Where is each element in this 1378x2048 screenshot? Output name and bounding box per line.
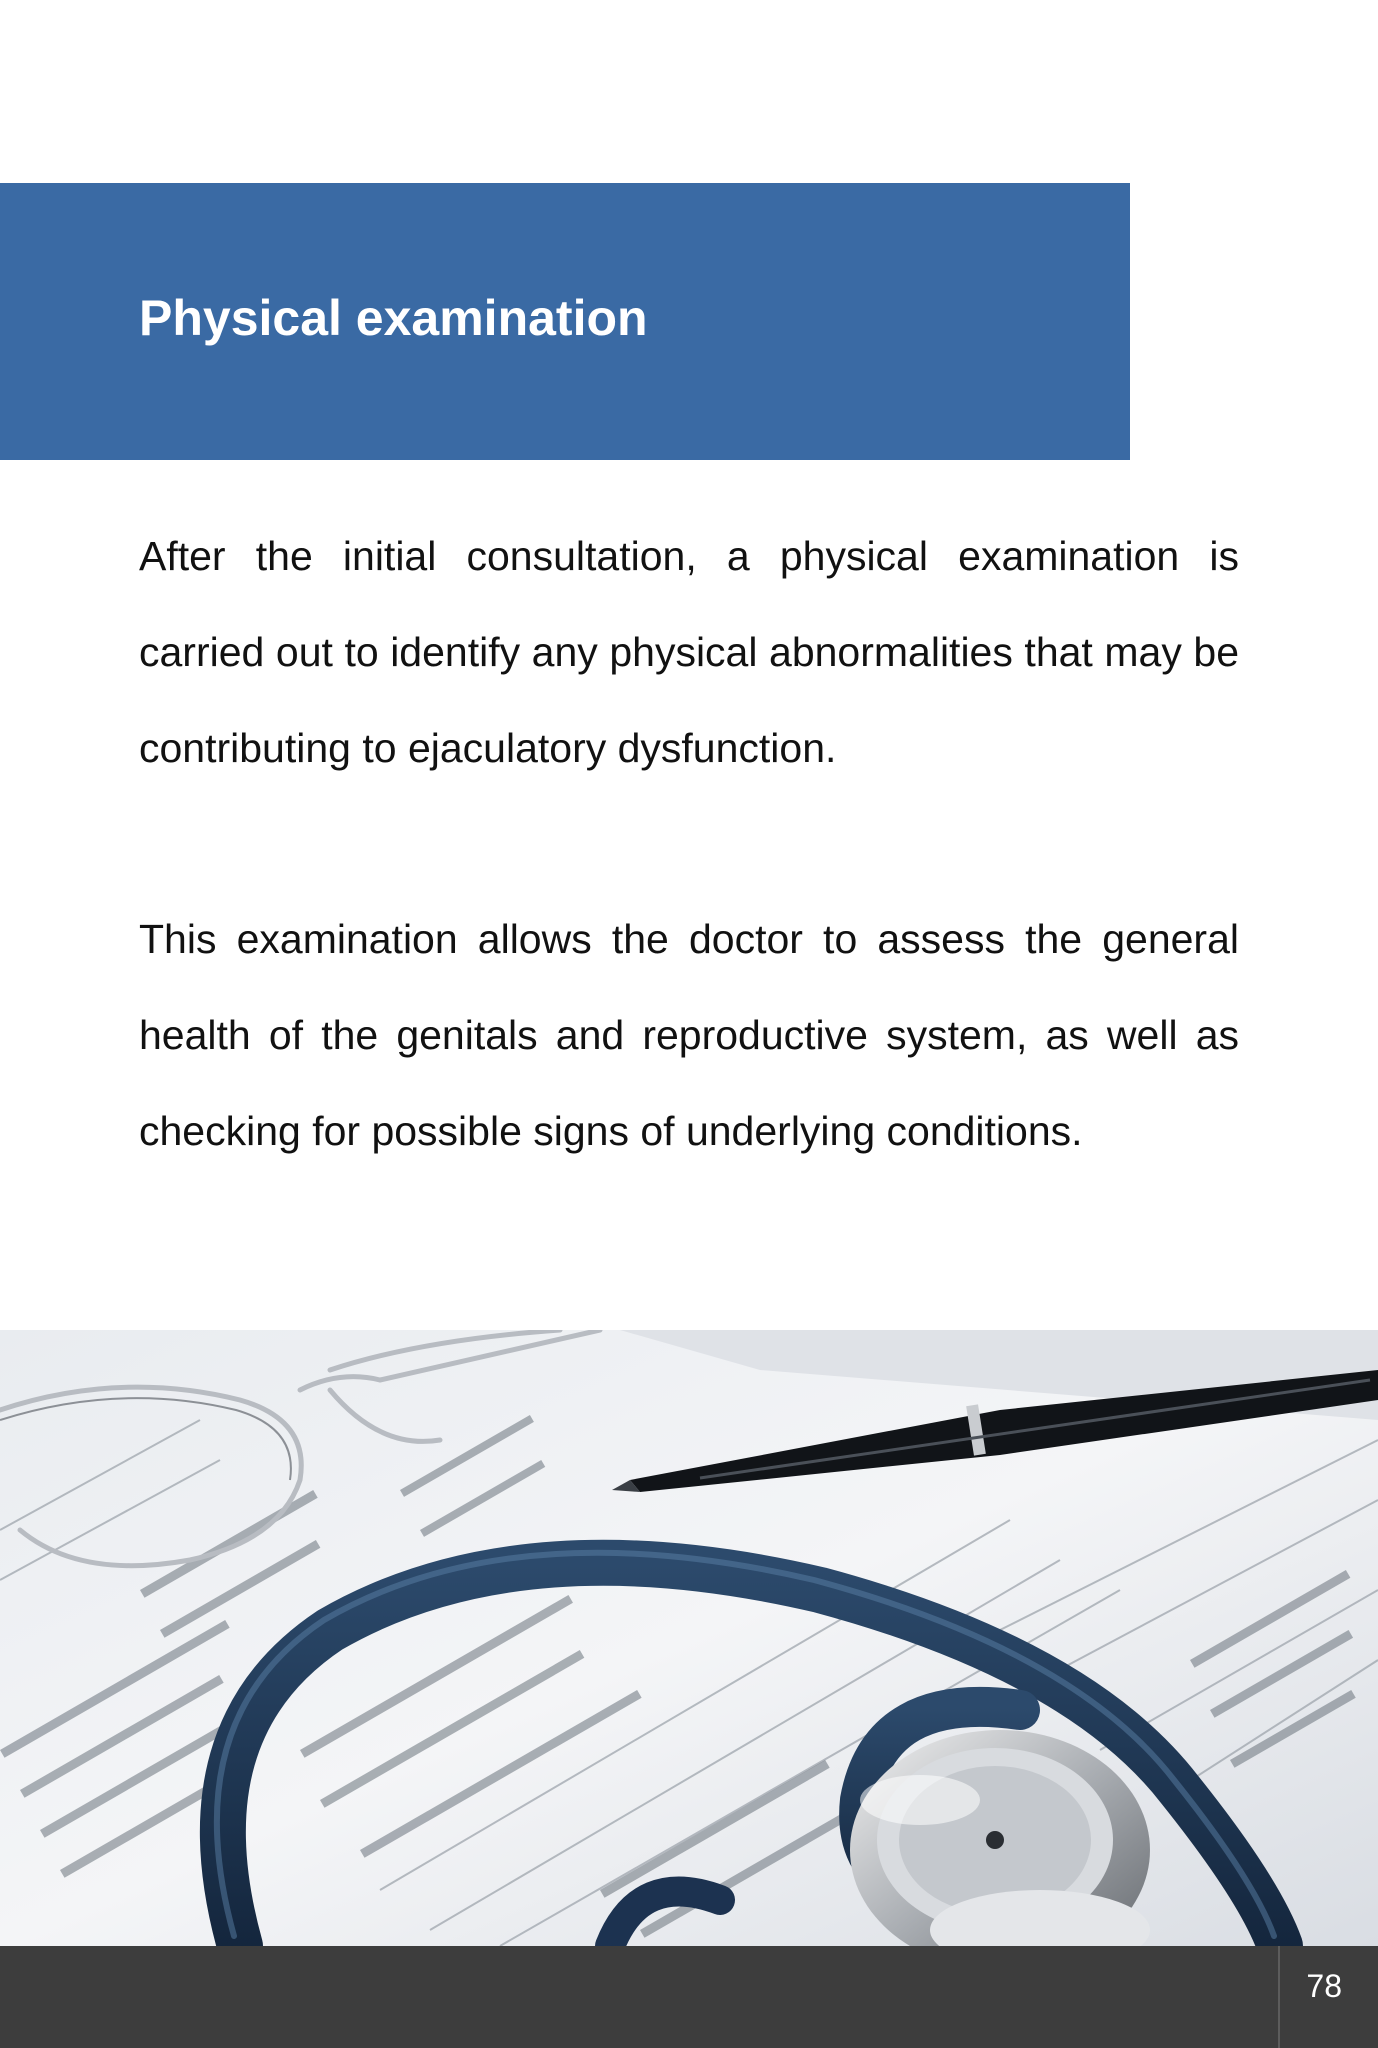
page-title: Physical examination: [139, 290, 648, 346]
body-paragraph-2: This examination allows the doctor to assess the general health of the genitals and reproductive system, as well as checking for possible signs of underlying conditions.: [139, 916, 1239, 1154]
page-footer: [0, 1946, 1378, 2048]
body-paragraph-1: After the initial consultation, a physical examination is carried out to identify any physical abnormalities that may be contributing to ejaculatory dysfunction.: [139, 533, 1239, 771]
section-title-banner: [0, 183, 1130, 460]
footer-divider: [1278, 1946, 1280, 2048]
page-number: 78: [1306, 1968, 1342, 2004]
medical-photo: [0, 1330, 1378, 1946]
